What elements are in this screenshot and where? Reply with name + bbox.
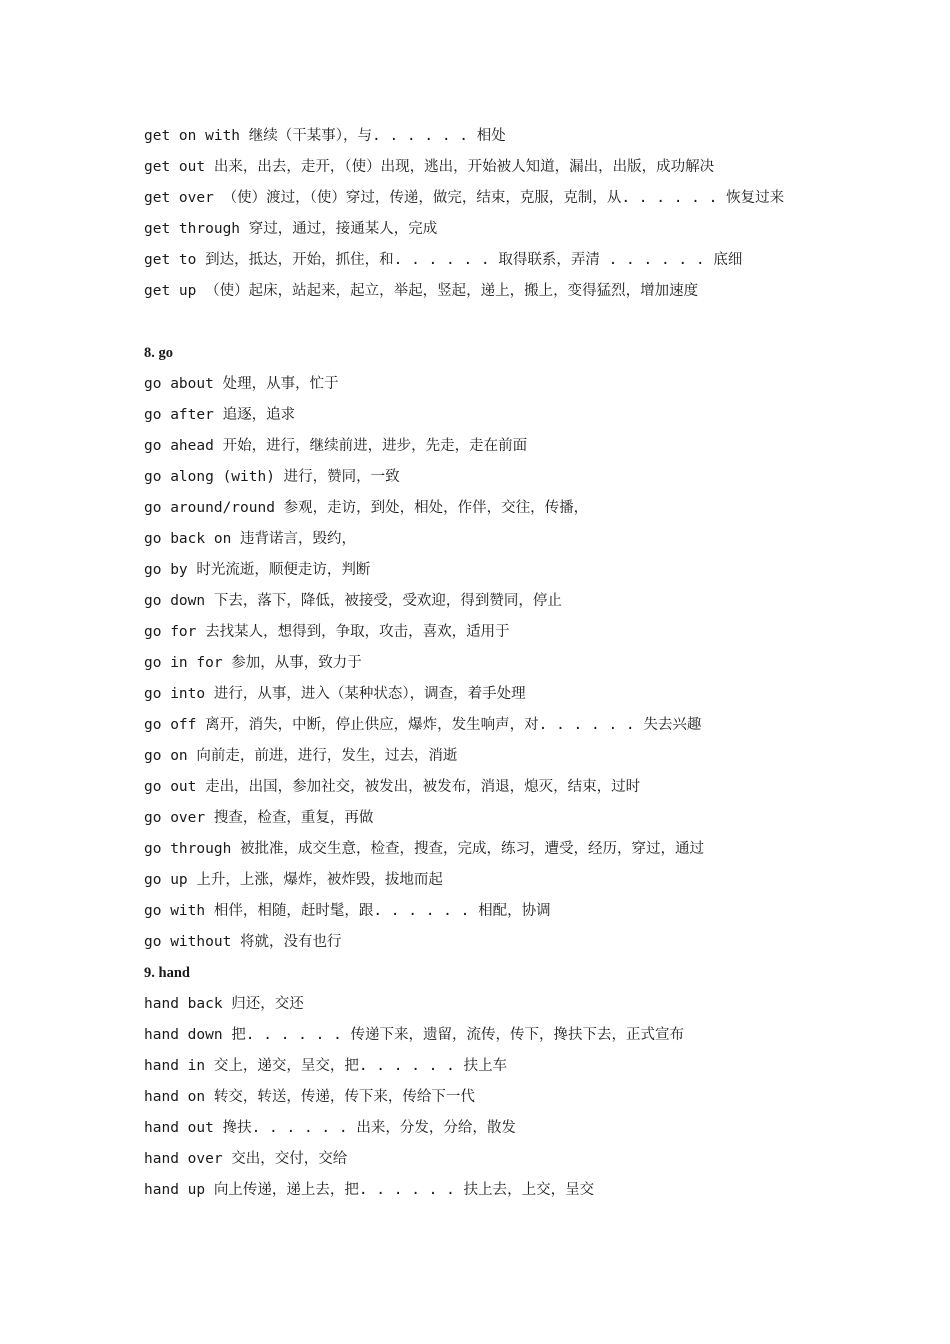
entry-get-on-with: get on with 继续（干某事），与. . . . . . 相处 [144, 128, 506, 144]
entry-get-over: get over （使）渡过，（使）穿过，传递，做完，结束，克服，克制，从. . . . . . 恢复过来 [144, 190, 785, 206]
entry-go-up: go up 上升，上涨，爆炸，被炸毁，拔地而起 [144, 872, 443, 888]
entry-go-off: go off 离开，消失，中断，停止供应，爆炸，发生响声，对. . . . . . 失去兴趣 [144, 717, 702, 733]
section-heading-hand: 9. hand [144, 965, 190, 981]
entry-hand-down: hand down 把. . . . . . 传递下来，遗留，流传，传下，搀扶下去，正式宣布 [144, 1027, 685, 1043]
section-heading-go: 8. go [144, 345, 173, 361]
section-go [144, 338, 844, 958]
entry-go-in-for: go in for 参加，从事，致力于 [144, 655, 362, 671]
entry-go-around: go around/round 参观，走访，到处，相处，作伴，交往，传播， [144, 500, 589, 516]
entry-go-for: go for 去找某人，想得到，争取，攻击，喜欢，适用于 [144, 624, 510, 640]
entry-go-without: go without 将就，没有也行 [144, 934, 342, 950]
entry-hand-on: hand on 转交，转送，传递，传下来，传给下一代 [144, 1089, 475, 1105]
entry-go-along: go along (with) 进行，赞同，一致 [144, 469, 400, 485]
entry-get-up: get up （使）起床，站起来，起立，举起，竖起，递上，搬上，变得猛烈，增加速度 [144, 283, 699, 299]
section-spacer [144, 307, 844, 338]
entry-get-through: get through 穿过，通过，接通某人，完成 [144, 221, 438, 237]
entry-hand-up: hand up 向上传递，递上去，把. . . . . . 扶上去，上交，呈交 [144, 1182, 595, 1198]
entry-go-over: go over 搜查，检查，重复，再做 [144, 810, 374, 826]
entry-hand-out: hand out 搀扶. . . . . . 出来，分发，分给，散发 [144, 1120, 516, 1136]
entry-go-out: go out 走出，出国，参加社交，被发出，被发布，消退，熄灭，结束，过时 [144, 779, 641, 795]
entry-go-back-on: go back on 违背诺言，毁约， [144, 531, 357, 547]
entry-go-through: go through 被批准，成交生意，检查，搜查，完成，练习，遭受，经历，穿过，通过 [144, 841, 705, 857]
section-hand [144, 958, 844, 1206]
document-page [144, 121, 844, 1206]
entry-get-to: get to 到达，抵达，开始，抓住，和. . . . . . 取得联系，弄清 . . . . . . 底细 [144, 252, 743, 268]
entry-go-ahead: go ahead 开始，进行，继续前进，进步，先走，走在前面 [144, 438, 528, 454]
entry-go-on: go on 向前走，前进，进行，发生，过去，消逝 [144, 748, 458, 764]
entry-go-after: go after 追逐，追求 [144, 407, 296, 423]
entry-hand-over: hand over 交出，交付，交给 [144, 1151, 348, 1167]
entry-hand-back: hand back 归还，交还 [144, 996, 304, 1012]
entry-hand-in: hand in 交上，递交，呈交，把. . . . . . 扶上车 [144, 1058, 508, 1074]
entry-go-about: go about 处理，从事，忙于 [144, 376, 339, 392]
section-get [144, 121, 844, 307]
entry-get-out: get out 出来，出去，走开，（使）出现，逃出，开始被人知道，漏出，出版，成功解决 [144, 159, 715, 175]
entry-go-into: go into 进行，从事，进入（某种状态），调查，着手处理 [144, 686, 526, 702]
entry-go-with: go with 相伴，相随，赶时髦，跟. . . . . . 相配，协调 [144, 903, 551, 919]
entry-go-down: go down 下去，落下，降低，被接受，受欢迎，得到赞同，停止 [144, 593, 562, 609]
entry-go-by: go by 时光流逝，顺便走访，判断 [144, 562, 371, 578]
